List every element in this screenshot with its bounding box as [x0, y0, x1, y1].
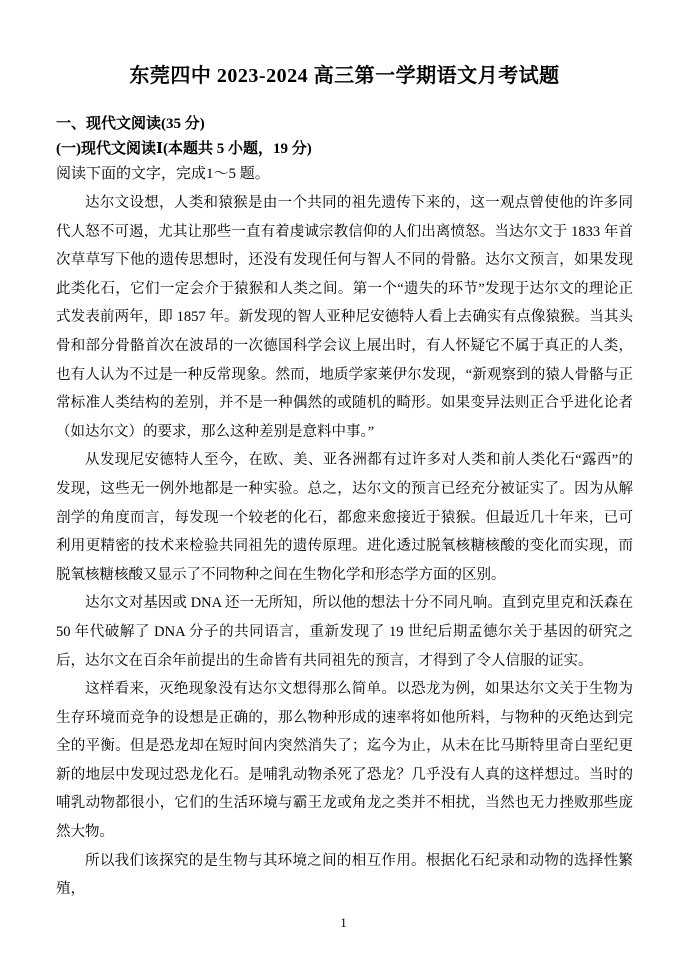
document-title: 东莞四中 2023-2024 高三第一学期语文月考试题: [129, 65, 560, 87]
section-heading-modern-reading: 一、现代文阅读(35 分): [56, 116, 205, 132]
reading-instruction: 阅读下面的文字，完成1～5 题。: [56, 166, 270, 182]
page-number: 1: [340, 915, 347, 930]
subsection-heading-reading-one: (一)现代文阅读Ⅰ(本题共 5 小题，19 分): [56, 141, 312, 157]
body-paragraph-dna-genetics: 达尔文对基因或 DNA 还一无所知，所以他的想法十分不同凡响。直到克里克和沃森在 50 年代破解了 DNA 分子的共同语言，重新发现了 19 世纪后期孟德尔关于基因的研究之后，达尔文在百余年前提出的生命皆有共同祖先的预言，才得到了令人信服的证实。: [56, 595, 633, 669]
body-paragraph-neanderthal-discoveries: 从发现尼安德特人至今，在欧、美、亚各洲都有过许多对人类和前人类化石“露西”的发现，这些无一例外地都是一种实验。总之，达尔文的预言已经充分被证实了。因为从解剖学的角度而言，每发现一个较老的化石，都愈来愈接近于猿猴。但最近几十年来，已可利用更精密的技术来检验共同祖先的遗传原理。进化透过脱氧核糖核酸的变化而实现，而脱氧核糖核酸又显示了不同物种之间在生物化学和形态学方面的区别。: [56, 452, 633, 583]
body-paragraph-darwin-hypothesis: 达尔文设想，人类和猿猴是由一个共同的祖先遗传下来的，这一观点曾使他的许多同代人怒不可遏，尤其让那些一直有着虔诚宗教信仰的人们出离愤怒。当达尔文于 1833 年首次草草写下他的遗传思想时，还没有发现任何与智人不同的骨骼。达尔文预言，如果发现此类化石，它们一定会介于猿猴和人类之间。第一个“遗失的环节”发现于达尔文的理论正式发表前两年，即 1857 年。新发现的智人亚种尼安德特人看上去确实有点像猿猴。当其头骨和部分骨骼首次在波昂的一次德国科学会议上展出时，有人怀疑它不属于真正的人类，也有人认为不过是一种反常现象。然而，地质学家莱伊尔发现，“新观察到的猿人骨骼与正常标准人类结构的差别，并不是一种偶然的或随机的畸形。如果变异法则正合乎进化论者（如达尔文）的要求，那么这种差别是意料中事。”: [56, 195, 633, 440]
body-paragraph-organism-environment: 所以我们该探究的是生物与其环境之间的相互作用。根据化石纪录和动物的选择性繁殖，: [56, 852, 633, 898]
body-paragraph-extinction-dinosaurs: 这样看来，灭绝现象没有达尔文想得那么简单。以恐龙为例，如果达尔文关于生物为生存环境而竞争的设想是正确的，那么物种形成的速率将如他所料，与物种的灭绝达到完全的平衡。但是恐龙却在短时间内突然消失了；迄今为止，从未在比马斯特里奇白垩纪更新的地层中发现过恐龙化石。是哺乳动物杀死了恐龙？几乎没有人真的这样想过。当时的哺乳动物都很小，它们的生活环境与霸王龙或角龙之类并不相扰，当然也无力挫败那些庞然大物。: [56, 681, 633, 841]
